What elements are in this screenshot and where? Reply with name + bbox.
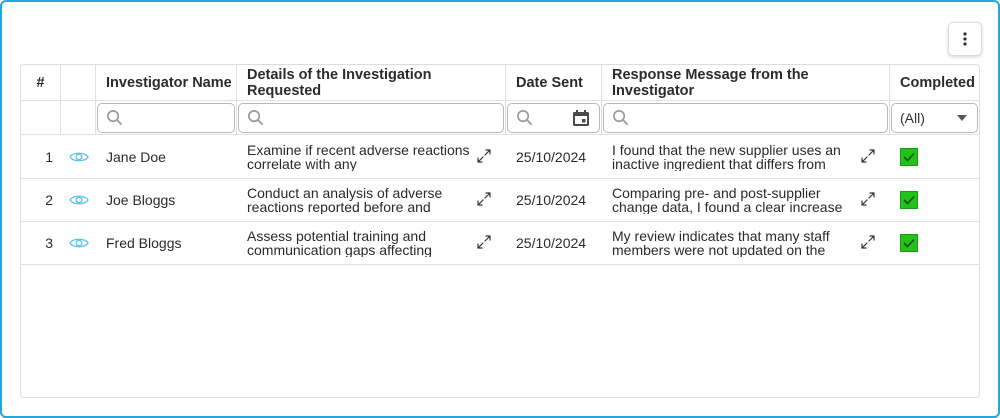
date-sent: 25/10/2024	[516, 235, 587, 251]
header-row	[21, 65, 979, 101]
calendar-icon[interactable]	[571, 108, 591, 128]
completed-cell	[890, 179, 979, 221]
details-cell	[237, 222, 506, 264]
column-header-details[interactable]: Details of the Investigation Requested	[237, 65, 506, 100]
expand-icon[interactable]	[476, 191, 492, 207]
view-button[interactable]	[61, 222, 96, 264]
row-index: 1	[45, 149, 53, 165]
search-icon	[247, 109, 264, 126]
filter-cell-view	[61, 101, 96, 134]
details-cell	[237, 179, 506, 221]
completed-checkbox[interactable]	[900, 234, 918, 252]
details-text: Examine if recent adverse reactions correlate with any	[247, 143, 470, 171]
expand-icon[interactable]	[860, 191, 876, 207]
filter-cell-response	[602, 101, 890, 134]
completed-cell	[890, 136, 979, 178]
expand-icon[interactable]	[476, 148, 492, 164]
date-sent: 25/10/2024	[516, 192, 587, 208]
response-text: My review indicates that many staff members were not updated on the	[612, 229, 830, 257]
response-filter-input[interactable]	[603, 103, 888, 133]
response-cell	[602, 179, 890, 221]
more-vertical-icon	[957, 31, 973, 47]
view-button[interactable]	[61, 136, 96, 178]
column-header-investigator-name[interactable]: Investigator Name	[96, 65, 237, 100]
details-text: Conduct an analysis of adverse reactions reported before and	[247, 186, 443, 214]
column-header-index[interactable]: #	[21, 65, 61, 100]
filter-cell-index	[21, 101, 61, 134]
view-button[interactable]	[61, 179, 96, 221]
details-filter-input[interactable]	[238, 103, 504, 133]
date-filter-input[interactable]	[507, 103, 600, 133]
checkmark-icon	[902, 150, 916, 164]
column-header-view	[61, 65, 96, 100]
row-index: 2	[45, 192, 53, 208]
table-row[interactable]	[21, 222, 979, 265]
investigator-name: Jane Doe	[106, 149, 166, 165]
response-text: Comparing pre- and post-supplier change data, I found a clear increase	[612, 186, 843, 214]
details-cell	[237, 136, 506, 178]
completed-checkbox[interactable]	[900, 148, 918, 166]
table-row[interactable]	[21, 179, 979, 222]
filter-cell-details	[237, 101, 506, 134]
eye-icon	[69, 150, 89, 164]
completed-filter-value: (All)	[900, 109, 925, 126]
response-text: I found that the new supplier uses an inactive ingredient that differs from	[612, 143, 841, 171]
completed-cell	[890, 222, 979, 264]
column-header-response[interactable]: Response Message from the Investigator	[602, 65, 890, 100]
expand-icon[interactable]	[476, 234, 492, 250]
more-options-button[interactable]	[948, 22, 982, 56]
chevron-down-icon	[957, 115, 967, 121]
investigator-name: Fred Bloggs	[106, 235, 182, 251]
date-sent: 25/10/2024	[516, 149, 587, 165]
response-cell	[602, 222, 890, 264]
column-header-date-sent[interactable]: Date Sent	[506, 65, 602, 100]
investigations-grid	[20, 64, 980, 398]
name-filter-input[interactable]	[97, 103, 235, 133]
search-icon	[612, 109, 629, 126]
filter-cell-completed	[890, 101, 979, 134]
checkmark-icon	[902, 236, 916, 250]
checkmark-icon	[902, 193, 916, 207]
completed-filter-select[interactable]	[891, 103, 978, 133]
response-cell	[602, 136, 890, 178]
filter-cell-name	[96, 101, 237, 134]
search-icon	[516, 109, 533, 126]
row-index: 3	[45, 235, 53, 251]
column-header-completed[interactable]: Completed	[900, 74, 975, 91]
details-text: Assess potential training and communication gaps affecting	[247, 229, 432, 257]
investigator-name: Joe Bloggs	[106, 192, 176, 208]
eye-icon	[69, 193, 89, 207]
table-row[interactable]	[21, 136, 979, 179]
eye-icon	[69, 236, 89, 250]
completed-checkbox[interactable]	[900, 191, 918, 209]
expand-icon[interactable]	[860, 148, 876, 164]
filter-row	[21, 101, 979, 135]
expand-icon[interactable]	[860, 234, 876, 250]
filter-cell-date	[506, 101, 602, 134]
search-icon	[106, 109, 123, 126]
